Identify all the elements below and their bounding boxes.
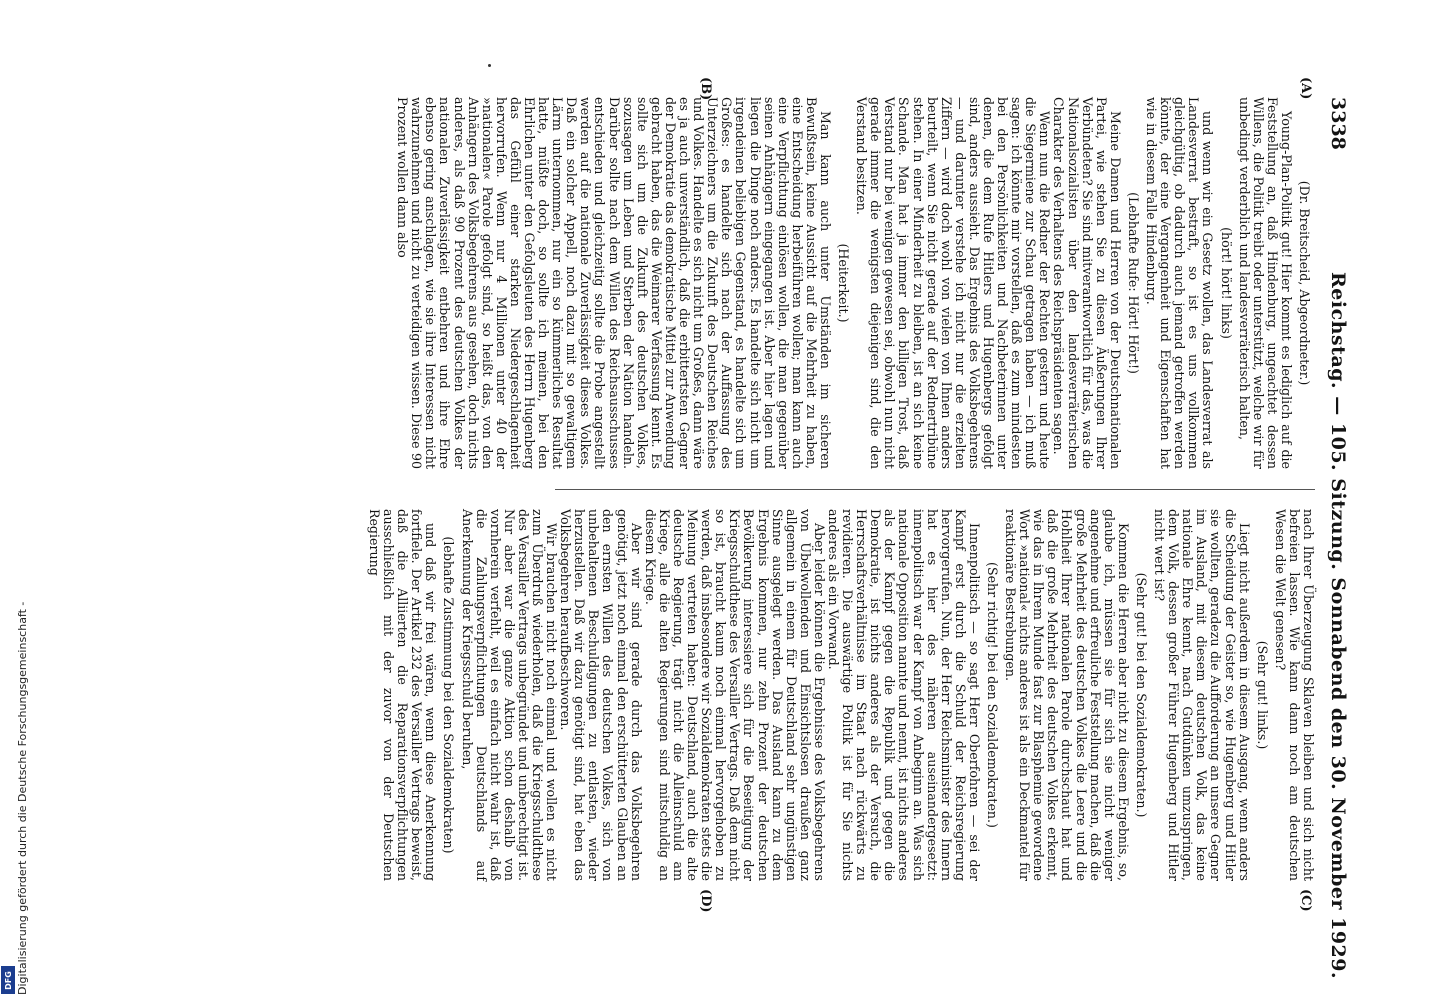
page-header — [1319, 97, 1353, 980]
interjection: (lebhafte Zustimmung bei den Sozialdemokraten) — [441, 536, 457, 854]
interjection: (Sehr richtig! bei den Sozialdemokraten.) — [985, 562, 1001, 828]
dfg-logo-text: DFG — [3, 970, 13, 990]
rotated-page — [121, 77, 1353, 980]
paragraph: Young-Plan-Politik gut! Hier kommt es lediglich auf die Feststellung an, daß Hindenburg, ungeachtet dessen Willens, die Politik treibt oder unterstützt, welche wir für unbedingt verderblich und landesverräterisch halten, — [1236, 97, 1294, 469]
paragraph: Kommen die Herren aber nicht zu diesem Ergebnis, so, glaube ich, müssen sie für sich sie nicht weniger angenehme und erfreuliche Feststellung machen, daß die große Mehrheit des deutschen Volkes die Leere und die Hohlheit Ihrer nationalen Parole durchschaut hat und daß die große Mehrheit des deutschen Volkes erkennt, wie das in Ihrem Munde fast zur Blasphemie gewordene Wort »national« nichts anderes ist als ein Deckmantel für reaktionäre Bestrebungen. — [1003, 509, 1131, 881]
interjection: (Sehr gut! bei den Sozialdemokraten.) — [1133, 572, 1149, 818]
interjection: (hört! hört! links) — [1218, 227, 1234, 339]
right-column — [367, 509, 1315, 881]
column-divider — [555, 489, 1315, 490]
speaker-line: (Dr. Breitscheid, Abgeordneter.) — [1297, 180, 1312, 386]
page-number: 3338 — [1327, 97, 1349, 150]
paragraph: Man kann auch unter Umständen im sicheren Bewußtsein, keine Aussicht auf die Mehrheit zu haben, eine Entscheidung herbeiführen wollen; man kann auch eine Verpflichtung einlösen wollen, die man gegenüber seinen Anhängern eingegangen ist. Aber hier lagen und liegen die Dinge noch anders. Es handelte sich nicht um irgendeinen beliebigen Gegenstand, es handelte sich um Großes: es handelte sich nach der Auffassung des Unterzeichners um die Zukunft des Deutschen Reiches und Volkes. Handelte es sich nicht um Großes, dann wäre es ja auch unverständlich, daß die erbittertsten Gegner der Demokratie das demokratische Mittel zur Anwendung gebracht haben, das die Weimarer Verfassung kennt. Es sollte sich um die Zukunft des deutschen Volkes, sozusagen um Leben und Sterben der Nation handeln. Darüber sollte nach dem Willen des Reichsausschusses entschieden und gleichzeitig sollte die Probe angestellt werden auf die nationale Zuverlässigkeit dieses Volkes. Daß ein solcher Appell, noch dazu mit so gewaltigem Lärm unternommen, nur ein so kümmerliches Resultat hatte, müßte doch, so sollte ich meinen, bei den Ehrlichen unter den Gefolgsleuten des Herrn Hugenberg das Gefühl einer starken Niedergeschlagenheit hervorrufen. Wenn nur 4 Millionen unter 40 der »nationalen« Parole gefolgt sind, so heißt das, von den Anhängern des Volksbegehrens aus gesehen, doch nichts anderes, als daß 90 Prozent des deutschen Volkes der nationalen Zuverlässigkeit entbehren und ihre Ehre ebenso gering anschlagen, wie sie ihre Interessen nicht wahrzunehmen und nicht zu verteidigen wissen. Diese 90 Prozent wollen dann also — [395, 97, 833, 469]
paragraph: Wir brauchen nicht noch einmal und wollen es nicht zum Überdruß wiederholen, daß die Kriegsschuldthese des Versailler Vertrags unbegründet und unberechtigt ist. Nur aber war die ganze Aktion schon deshalb von vornherein verfehlt, weil es einfach nicht wahr ist, daß die Zahlungsverpflichtungen Deutschlands auf Anerkennung der Kriegsschuld beruhen, — [459, 509, 560, 881]
paragraph: und daß wir frei wären, wenn diese Anerkennung fortfiele. Der Artikel 232 des Versailler Vertrags beweist, daß die Alliierten die Reparationsverpflichtungen ausschließlich mit der zuvor von der Deutschen Regierung — [367, 509, 439, 881]
paragraph: Wenn nun die Redner der Rechten gestern und heute die Siegermiene zur Schau getragen haben — ich muß sagen: ich könnte mir vorstellen, daß es zum mindesten bei den Persönlichkeiten und Nachbeterinnen unter denen, die dem Rufe Hitlers und Hugenbergs gefolgt sind, anders aussieht. Das Ergebnis des Volksbegehrens — und darunter verstehe ich nicht nur die erzielten Ziffern — wird doch wohl von vielen von Ihnen anders beurteilt, wenn Sie nicht gerade auf der Rednertribüne stehen. In einer Minderheit zu bleiben, ist an sich keine Schande. Man hat ja immer den billigen Trost, daß Verstand nur bei wenigen gewesen sei, obwohl nun nicht gerade immer die wenigsten diejenigen sind, die den Verstand besitzen. — [854, 97, 1053, 469]
digitization-credit: Digitalisierung gefördert durch die Deutsche Forschungsgemeinschaft - — [16, 601, 29, 995]
margin-mark-d: (D) — [698, 889, 713, 913]
interjection: (Heiterkeit.) — [836, 243, 852, 323]
paragraph: Aber wir sind gerade durch das Volksbegehren genötigt, jetzt noch einmal den erschütterten Glauben an den ernsten Willen des deutschen Volkes, sich von unbehaltenen Beschuldigungen zu entlasten, wieder herzustellen. Daß wir dazu genötigt sind, hat eben das Volksbegehren heraufbeschworen. — [558, 509, 644, 881]
margin-mark-c: (C) — [1298, 889, 1313, 912]
left-column — [395, 97, 1315, 469]
page-title: Reichstag. — 105. Sitzung. Sonnabend den 30. November 1929. — [1327, 272, 1349, 980]
interjection: (Lebhafte Rufe: Hört! Hört!) — [1125, 192, 1141, 374]
paragraph: nach Ihrer Überzeugung Sklaven bleiben und sich nicht befreien lassen. Wie kann dann noch am deutschen Wesen die Welt genesen? — [1272, 509, 1316, 881]
scan-speck — [488, 64, 491, 67]
paragraph: Innenpolitisch — so sagt Herr Oberfohren — sei der Kampf erst durch die Schuld der Reichsregierung hervorgerufen. Nun, der Herr Reichsminister des Innern hat es hier des näheren auseinandergesetzt: innenpolitisch war der Kampf von Anbeginn an. Was sich nationale Opposition nannte und nennt, ist nichts anderes als der Kampf gegen die Republik und gegen die Demokratie, ist nichts anderes als der Versuch, die Herrschaftsverhältnisse im Staat nach rückwärts zu revidieren. Die auswärtige Politik ist für Sie nichts anderes als ein Vorwand. — [826, 509, 982, 881]
paragraph: Liegt nicht außerdem in diesem Ausgang, wenn anders die Scheidung der Geister so, wie Hugenberg und Hitler sie wollten, geradezu die Aufforderung an unsere Gegner im Ausland, mit diesem deutschen Volk, das keine nationale Ehre kennt, nach Gutdünken umzuspringen, dem Volk, dessen großer Führer Hugenberg und Hitler nicht wert ist? — [1152, 509, 1252, 881]
margin-mark-a: (A) — [1298, 77, 1313, 100]
dfg-logo — [1, 966, 15, 994]
margin-mark-b: (B) — [698, 77, 713, 101]
paragraph: und wenn wir ein Gesetz wollen, das Landesverrat als Landesverrat bestraft, so ist es uns vollkommen gleichgültig, ob dadurch auch jemand getroffen werden könnte, der eine Vergangenheit und Eigenschaften hat wie in diesem Falle Hindenburg. — [1144, 97, 1216, 469]
paragraph: Aber leider können die Ergebnisse des Volksbegehrens von Übelwollenden und Einsichtslosen draußen ganz allgemein in einem für Deutschland sehr ungünstigen Sinne ausgelegt werden. Das Ausland kann zu dem Ergebnis kommen, nur zehn Prozent der deutschen Bevölkerung interessiere sich für die Beseitigung der Kriegsschuldthese des Versailler Vertrags. Daß dem nicht so ist, braucht kaum noch einmal hervorgehoben zu werden, daß insbesondere wir Sozialdemokraten stets die Meinung vertreten haben: Deutschland, auch die alte deutsche Regierung, trägt nicht die Alleinschuld am Kriege, alle die alten Regierungen sind mitschuldig an diesem Kriege. — [642, 509, 827, 881]
paragraph: Meine Damen und Herren von der Deutschnationalen Partei, wie stehen Sie zu diesen Äußerungen Ihrer Verbündeten? Sie sind mitverantwortlich für das, was die Nationalsozialisten über den landesverräterischen Charakter des Verhaltens des Reichspräsidenten sagen. — [1051, 97, 1123, 469]
interjection: (Sehr gut! links.) — [1254, 640, 1270, 750]
